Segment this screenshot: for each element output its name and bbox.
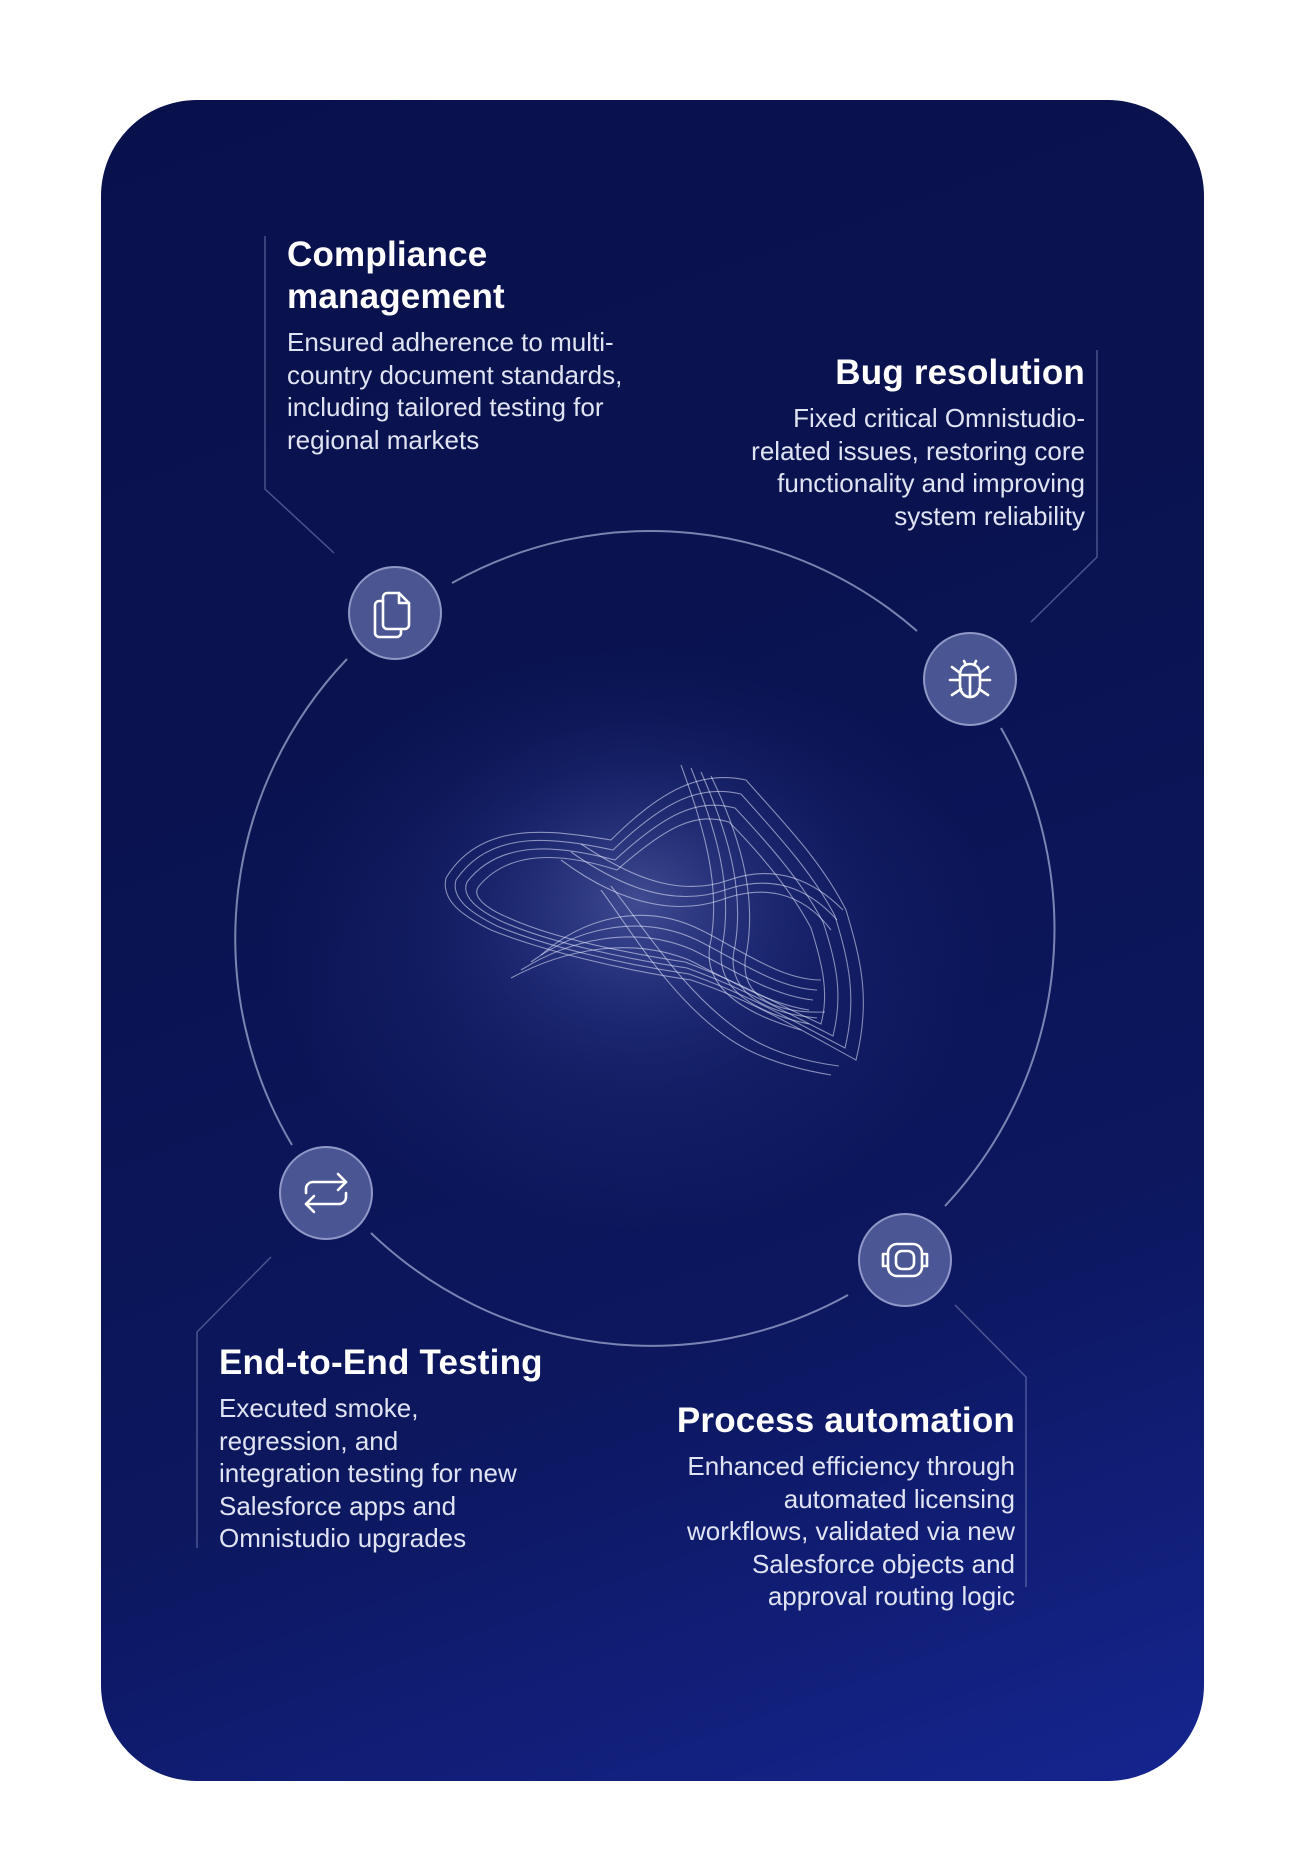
desc-line: regression, and [219,1425,399,1456]
sync-arrows-icon [296,1163,356,1223]
feature-bug-resolution [671,352,1085,532]
desc-line: Salesforce apps and [219,1490,457,1521]
documents-icon [365,583,425,643]
automation-icon [875,1230,935,1290]
title-line: management [287,277,505,316]
desc-line: related issues, restoring core [751,435,1085,466]
feature-description [671,402,1085,532]
bug-icon [940,649,1000,709]
title-line: Compliance [287,235,488,274]
feature-description [219,1392,619,1555]
bug-icon-badge [923,632,1017,726]
feature-description [287,326,687,456]
desc-line: Salesforce objects and [751,1548,1015,1579]
desc-line: Fixed critical Omnistudio- [793,403,1085,433]
feature-title: End-to-End Testing [219,1343,543,1382]
desc-line: Enhanced efficiency through [687,1451,1015,1481]
sync-arrows-icon-badge [279,1146,373,1240]
desc-line: including tailored testing for [287,392,604,422]
desc-line: approval routing logic [767,1581,1015,1611]
desc-line: country document standards, [287,359,623,390]
documents-icon-badge [348,566,442,660]
center-mesh-art [379,680,899,1120]
desc-line: Executed smoke, [219,1393,419,1423]
feature-compliance-management [287,234,687,456]
feature-title [287,234,687,318]
desc-line: regional markets [287,424,480,455]
feature-title: Bug resolution [835,353,1085,392]
desc-line: workflows, validated via new [686,1516,1015,1546]
feature-title: Process automation [676,1401,1015,1440]
feature-card [101,100,1204,1781]
desc-line: automated licensing [783,1483,1015,1514]
desc-line: Ensured adherence to multi- [287,327,614,357]
desc-line: Omnistudio upgrades [219,1523,467,1553]
desc-line: integration testing for new [219,1458,517,1488]
feature-process-automation [621,1400,1015,1613]
feature-end-to-end-testing [219,1342,619,1555]
desc-line: system reliability [894,500,1085,531]
desc-line: functionality and improving [777,468,1085,498]
automation-icon-badge [858,1213,952,1307]
feature-description [621,1450,1015,1613]
